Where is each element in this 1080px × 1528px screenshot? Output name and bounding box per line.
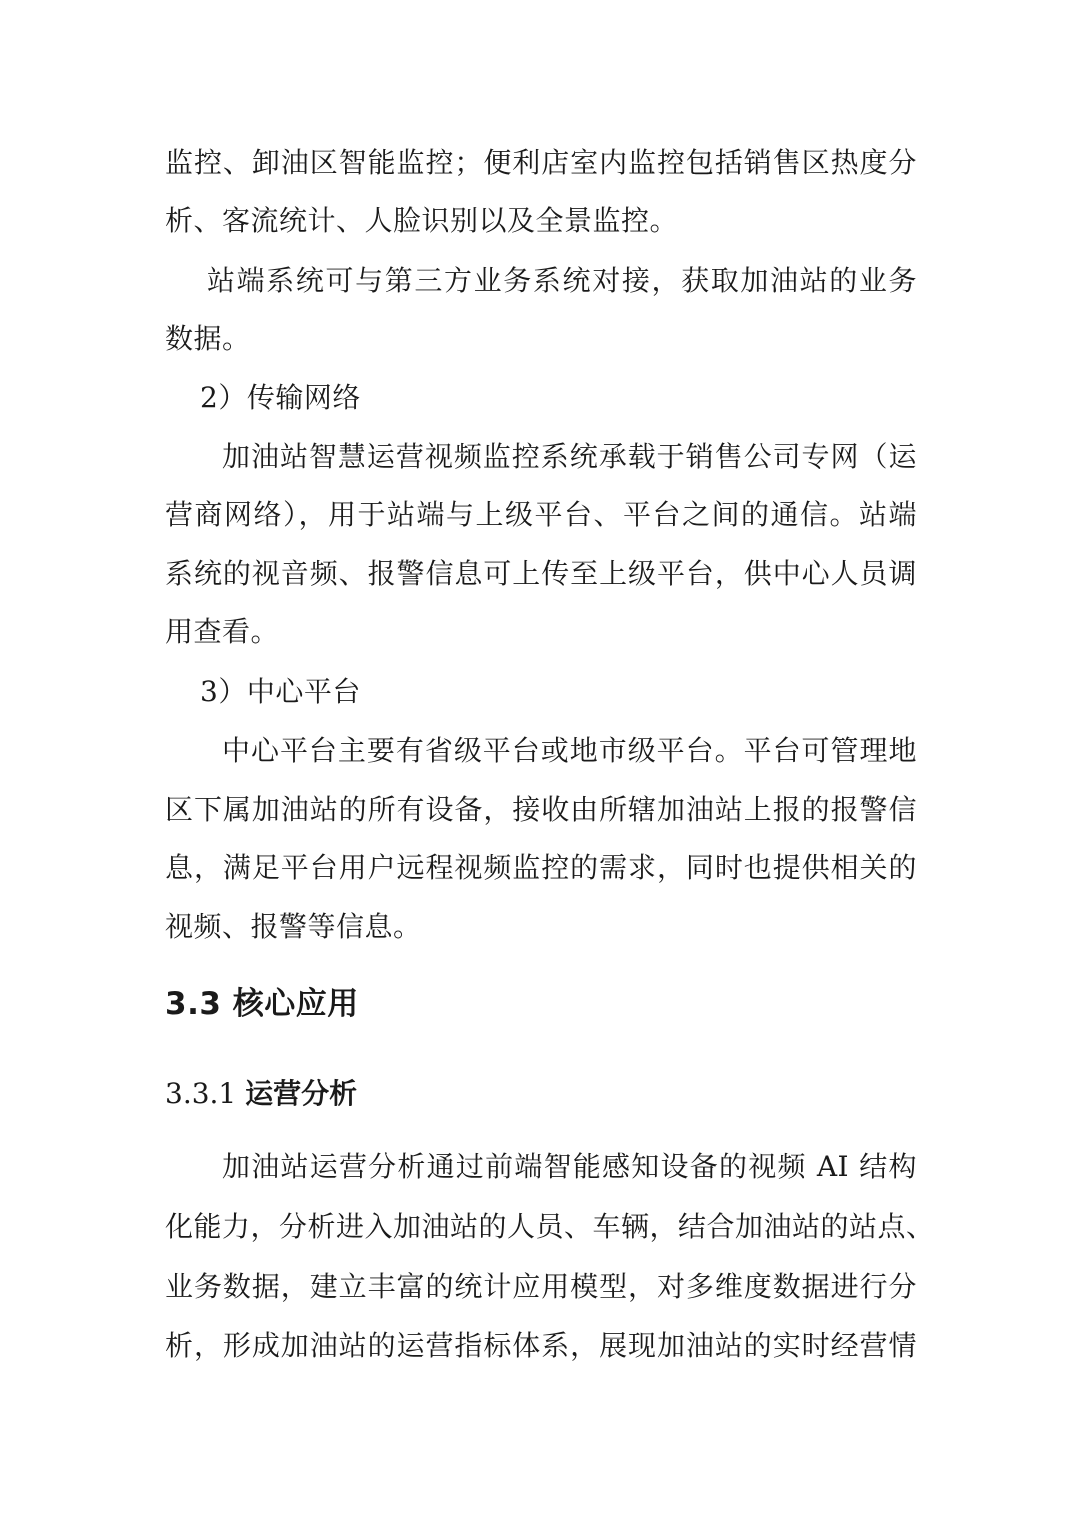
paragraph-line: 析、客流统计、人脸识别以及全景监控。	[165, 204, 679, 237]
paragraph-line: 用查看。	[165, 615, 280, 648]
section-heading: 3.3 核心应用	[165, 986, 359, 1022]
list-label-transport-network: 2）传输网络	[200, 381, 361, 414]
paragraph-line: 化能力，分析进入加油站的人员、车辆，结合加油站的站点、	[165, 1210, 935, 1243]
subsection-title: 运营分析	[245, 1077, 358, 1110]
subsection-number: 3.3.1	[165, 1077, 237, 1110]
paragraph-line: 视频、报警等信息。	[165, 910, 422, 943]
paragraph-line: 系统的视音频、报警信息可上传至上级平台，供中心人员调	[165, 557, 917, 590]
paragraph-line: 中心平台主要有省级平台或地市级平台。平台可管理地	[222, 734, 917, 767]
paragraph-line: 息，满足平台用户远程视频监控的需求，同时也提供相关的	[165, 851, 917, 884]
paragraph-line: 区下属加油站的所有设备，接收由所辖加油站上报的报警信	[165, 793, 917, 826]
paragraph-line: 加油站运营分析通过前端智能感知设备的视频 AI 结构	[222, 1150, 917, 1183]
paragraph-line: 营商网络），用于站端与上级平台、平台之间的通信。站端	[165, 498, 917, 531]
list-label-central-platform: 3）中心平台	[200, 675, 361, 708]
subsection-heading	[165, 1070, 357, 1118]
paragraph-line: 析，形成加油站的运营指标体系，展现加油站的实时经营情	[165, 1329, 917, 1362]
paragraph-line: 数据。	[165, 322, 251, 355]
paragraph-line: 加油站智慧运营视频监控系统承载于销售公司专网（运	[222, 440, 917, 473]
paragraph-line: 站端系统可与第三方业务系统对接，获取加油站的业务	[207, 264, 917, 297]
paragraph-line: 监控、卸油区智能监控；便利店室内监控包括销售区热度分	[165, 146, 917, 179]
paragraph-line: 业务数据，建立丰富的统计应用模型，对多维度数据进行分	[165, 1270, 917, 1303]
